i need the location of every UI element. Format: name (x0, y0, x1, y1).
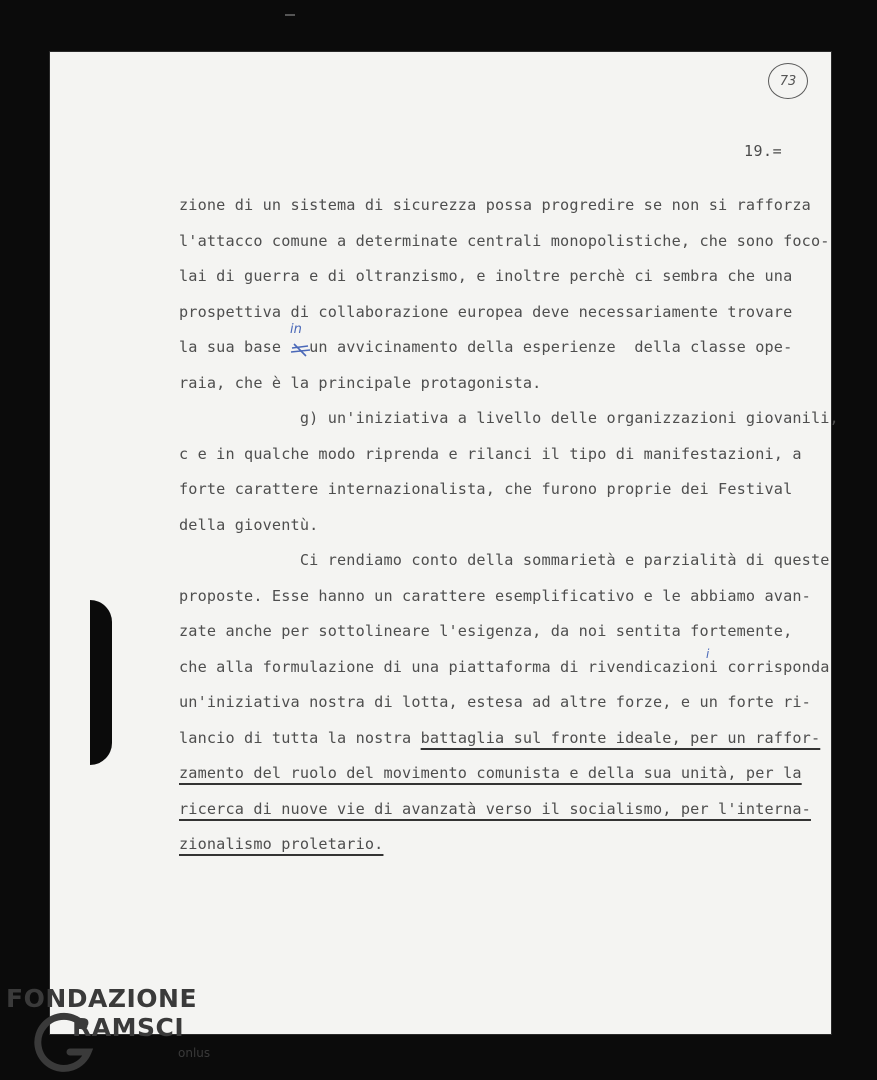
typed-text-body (179, 193, 839, 868)
text-line: raia, che è la principale protagonista. (179, 373, 542, 392)
underlined-text: ricerca di nuove vie di avanzatà verso il socialismo, per l'interna- (179, 799, 811, 818)
text-line (179, 726, 839, 762)
text-line: Ci rendiamo conto della sommarietà e parzialità di queste (179, 551, 830, 569)
text-line: c e in qualche modo riprenda e rilanci il tipo di manifestazioni, a (179, 444, 802, 463)
fondazione-gramsci-logo (6, 984, 226, 1080)
text-line: zione di un sistema di sicurezza possa progredire se non si rafforza (179, 196, 811, 214)
text-line: l'attacco comune a determinate centrali monopolistiche, che sono foco- (179, 231, 830, 250)
page-number: 19.= (744, 142, 783, 160)
text-line: forte carattere internazionalista, che furono proprie dei Festival (179, 480, 793, 498)
text-line (179, 761, 839, 797)
top-edge-mark (285, 14, 295, 16)
archive-stamp (768, 63, 808, 99)
text-line: un'iniziativa nostra di lotta, estesa ad altre forze, e un forte ri- (179, 693, 811, 711)
logo-text: FONDAZIONE (6, 984, 198, 1013)
text-line-lead: lancio di tutta la nostra (179, 728, 421, 747)
handwritten-correction: in (290, 322, 302, 337)
archive-number: 73 (779, 73, 797, 89)
underlined-text: zionalismo proletario. (179, 835, 384, 853)
text-line (179, 832, 839, 868)
text-line: prospettiva di collaborazione europea deve necessariamente trovare (179, 302, 793, 321)
text-line: della gioventù. (179, 515, 319, 534)
text-line: che alla formulazione di una piattaforma di rivendicazioni corrisponda (179, 657, 830, 676)
text-line: g) un'iniziativa a livello delle organizzazioni giovanili, (179, 409, 839, 427)
text-line: proposte. Esse hanno un carattere esemplificativo e le abbiamo avan- (179, 586, 811, 605)
handwritten-correction: i (706, 647, 710, 661)
underlined-text: battaglia sul fronte ideale, per un raffor- (420, 728, 821, 747)
text-line: zate anche per sottolineare l'esigenza, da noi sentita fortemente, (179, 622, 793, 640)
text-line: lai di guerra e di oltranzismo, e inoltre perchè ci sembra che una (179, 267, 793, 285)
text-line: la sua base un avvicinamento della esperienze della classe ope- (179, 338, 793, 356)
text-line (179, 797, 839, 833)
underlined-text: zamento del ruolo del movimento comunista e della sua unità, per la (179, 764, 802, 782)
logo-subtext: onlus (178, 1046, 211, 1060)
logo-text: RAMSCI (72, 1013, 185, 1042)
binder-notch (90, 600, 112, 765)
